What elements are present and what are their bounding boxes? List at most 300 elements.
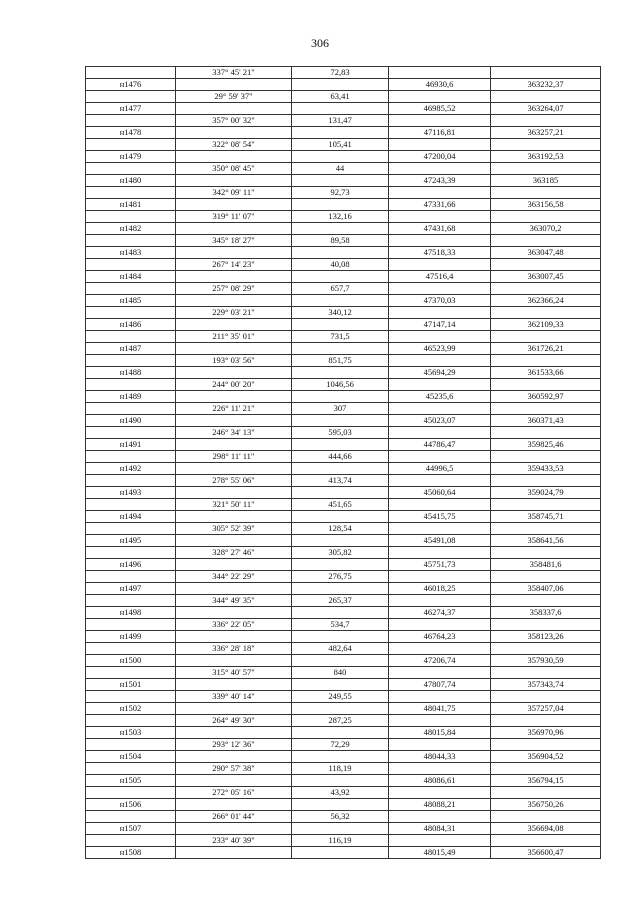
- segment-length-cell: 92,73: [292, 187, 389, 199]
- segment-length-cell: 63,41: [292, 91, 389, 103]
- direction-angle-cell: [176, 127, 292, 139]
- table-row: [86, 775, 601, 787]
- x-coordinate-cell: 45023,07: [389, 415, 491, 427]
- point-number-cell: н1502: [86, 703, 176, 715]
- direction-angle-cell: [176, 799, 292, 811]
- segment-length-cell: 265,37: [292, 595, 389, 607]
- table-row: [86, 343, 601, 355]
- table-row: [86, 535, 601, 547]
- direction-angle-cell: 193° 03' 56": [176, 355, 292, 367]
- y-coordinate-cell: 363007,45: [491, 271, 601, 283]
- table-row: [86, 91, 601, 103]
- point-number-cell: н1493: [86, 487, 176, 499]
- direction-angle-cell: 257° 08' 29": [176, 283, 292, 295]
- point-number-cell: [86, 379, 176, 391]
- table-row: [86, 367, 601, 379]
- point-number-cell: н1484: [86, 271, 176, 283]
- direction-angle-cell: [176, 79, 292, 91]
- table-row: [86, 127, 601, 139]
- segment-length-cell: [292, 247, 389, 259]
- table-row: [86, 571, 601, 583]
- segment-length-cell: 413,74: [292, 475, 389, 487]
- point-number-cell: н1507: [86, 823, 176, 835]
- point-number-cell: н1505: [86, 775, 176, 787]
- segment-length-cell: [292, 631, 389, 643]
- direction-angle-cell: [176, 775, 292, 787]
- y-coordinate-cell: 358641,56: [491, 535, 601, 547]
- table-row: [86, 739, 601, 751]
- y-coordinate-cell: [491, 187, 601, 199]
- y-coordinate-cell: [491, 667, 601, 679]
- point-number-cell: [86, 163, 176, 175]
- table-row: [86, 787, 601, 799]
- point-number-cell: н1495: [86, 535, 176, 547]
- y-coordinate-cell: [491, 427, 601, 439]
- point-number-cell: н1498: [86, 607, 176, 619]
- direction-angle-cell: [176, 727, 292, 739]
- direction-angle-cell: 264° 49' 30": [176, 715, 292, 727]
- segment-length-cell: [292, 607, 389, 619]
- point-number-cell: [86, 835, 176, 847]
- point-number-cell: [86, 115, 176, 127]
- table-row: [86, 319, 601, 331]
- y-coordinate-cell: [491, 571, 601, 583]
- segment-length-cell: [292, 295, 389, 307]
- segment-length-cell: [292, 823, 389, 835]
- segment-length-cell: [292, 367, 389, 379]
- x-coordinate-cell: 47116,81: [389, 127, 491, 139]
- y-coordinate-cell: 358745,71: [491, 511, 601, 523]
- table-row: [86, 655, 601, 667]
- y-coordinate-cell: 360371,43: [491, 415, 601, 427]
- point-number-cell: н1503: [86, 727, 176, 739]
- x-coordinate-cell: 48084,31: [389, 823, 491, 835]
- point-number-cell: н1490: [86, 415, 176, 427]
- point-number-cell: [86, 307, 176, 319]
- table-row: [86, 487, 601, 499]
- x-coordinate-cell: [389, 427, 491, 439]
- y-coordinate-cell: 356694,08: [491, 823, 601, 835]
- table-row: [86, 523, 601, 535]
- table-row: [86, 331, 601, 343]
- table-row: [86, 427, 601, 439]
- y-coordinate-cell: [491, 355, 601, 367]
- table-row: [86, 451, 601, 463]
- x-coordinate-cell: 48015,84: [389, 727, 491, 739]
- table-row: [86, 235, 601, 247]
- table-row: [86, 727, 601, 739]
- y-coordinate-cell: [491, 523, 601, 535]
- segment-length-cell: 116,19: [292, 835, 389, 847]
- segment-length-cell: 89,58: [292, 235, 389, 247]
- direction-angle-cell: [176, 679, 292, 691]
- direction-angle-cell: 357° 00' 32": [176, 115, 292, 127]
- table-row: [86, 499, 601, 511]
- segment-length-cell: [292, 727, 389, 739]
- segment-length-cell: [292, 319, 389, 331]
- point-number-cell: [86, 67, 176, 79]
- y-coordinate-cell: 362109,33: [491, 319, 601, 331]
- x-coordinate-cell: [389, 67, 491, 79]
- x-coordinate-cell: 47200,04: [389, 151, 491, 163]
- point-number-cell: н1496: [86, 559, 176, 571]
- x-coordinate-cell: 47206,74: [389, 655, 491, 667]
- segment-length-cell: 43,92: [292, 787, 389, 799]
- table-row: [86, 247, 601, 259]
- table-row: [86, 295, 601, 307]
- direction-angle-cell: [176, 655, 292, 667]
- y-coordinate-cell: [491, 595, 601, 607]
- segment-length-cell: 72,29: [292, 739, 389, 751]
- segment-length-cell: [292, 439, 389, 451]
- point-number-cell: [86, 355, 176, 367]
- x-coordinate-cell: 44996,5: [389, 463, 491, 475]
- point-number-cell: [86, 259, 176, 271]
- y-coordinate-cell: 358337,6: [491, 607, 601, 619]
- table-row: [86, 307, 601, 319]
- segment-length-cell: 287,25: [292, 715, 389, 727]
- direction-angle-cell: 321° 50' 11": [176, 499, 292, 511]
- x-coordinate-cell: 46985,52: [389, 103, 491, 115]
- segment-length-cell: [292, 79, 389, 91]
- direction-angle-cell: 233° 40' 39": [176, 835, 292, 847]
- direction-angle-cell: [176, 271, 292, 283]
- segment-length-cell: 131,47: [292, 115, 389, 127]
- table-row: [86, 679, 601, 691]
- direction-angle-cell: 290° 57' 38": [176, 763, 292, 775]
- x-coordinate-cell: [389, 403, 491, 415]
- direction-angle-cell: 319° 11' 07": [176, 211, 292, 223]
- table-row: [86, 847, 601, 859]
- segment-length-cell: 340,12: [292, 307, 389, 319]
- x-coordinate-cell: 48086,61: [389, 775, 491, 787]
- x-coordinate-cell: [389, 115, 491, 127]
- segment-length-cell: [292, 223, 389, 235]
- x-coordinate-cell: 45751,73: [389, 559, 491, 571]
- y-coordinate-cell: [491, 619, 601, 631]
- y-coordinate-cell: 357343,74: [491, 679, 601, 691]
- segment-length-cell: [292, 655, 389, 667]
- table-row: [86, 811, 601, 823]
- table-row: [86, 103, 601, 115]
- direction-angle-cell: [176, 223, 292, 235]
- segment-length-cell: [292, 511, 389, 523]
- x-coordinate-cell: [389, 547, 491, 559]
- point-number-cell: [86, 547, 176, 559]
- point-number-cell: [86, 787, 176, 799]
- table-row: [86, 691, 601, 703]
- point-number-cell: [86, 211, 176, 223]
- x-coordinate-cell: 46274,37: [389, 607, 491, 619]
- table-row: [86, 79, 601, 91]
- table-row: [86, 607, 601, 619]
- segment-length-cell: [292, 775, 389, 787]
- direction-angle-cell: [176, 511, 292, 523]
- segment-length-cell: [292, 127, 389, 139]
- point-number-cell: н1492: [86, 463, 176, 475]
- x-coordinate-cell: 48044,33: [389, 751, 491, 763]
- table-row: [86, 703, 601, 715]
- point-number-cell: [86, 427, 176, 439]
- segment-length-cell: 534,7: [292, 619, 389, 631]
- y-coordinate-cell: [491, 259, 601, 271]
- segment-length-cell: 482,64: [292, 643, 389, 655]
- direction-angle-cell: [176, 703, 292, 715]
- y-coordinate-cell: [491, 547, 601, 559]
- table-row: [86, 619, 601, 631]
- x-coordinate-cell: [389, 211, 491, 223]
- point-number-cell: [86, 91, 176, 103]
- table-row: [86, 415, 601, 427]
- y-coordinate-cell: 361533,66: [491, 367, 601, 379]
- point-number-cell: [86, 571, 176, 583]
- y-coordinate-cell: [491, 739, 601, 751]
- y-coordinate-cell: 359433,53: [491, 463, 601, 475]
- segment-length-cell: 595,03: [292, 427, 389, 439]
- point-number-cell: [86, 715, 176, 727]
- x-coordinate-cell: [389, 619, 491, 631]
- point-number-cell: [86, 595, 176, 607]
- table-row: [86, 355, 601, 367]
- point-number-cell: н1508: [86, 847, 176, 859]
- y-coordinate-cell: [491, 307, 601, 319]
- segment-length-cell: 305,82: [292, 547, 389, 559]
- x-coordinate-cell: [389, 475, 491, 487]
- x-coordinate-cell: 47331,66: [389, 199, 491, 211]
- direction-angle-cell: 339° 40' 14": [176, 691, 292, 703]
- y-coordinate-cell: [491, 403, 601, 415]
- point-number-cell: н1497: [86, 583, 176, 595]
- x-coordinate-cell: [389, 715, 491, 727]
- point-number-cell: [86, 187, 176, 199]
- direction-angle-cell: [176, 391, 292, 403]
- direction-angle-cell: 342° 09' 11": [176, 187, 292, 199]
- direction-angle-cell: 336° 28' 18": [176, 643, 292, 655]
- direction-angle-cell: [176, 487, 292, 499]
- table-row: [86, 823, 601, 835]
- point-number-cell: [86, 763, 176, 775]
- x-coordinate-cell: 46930,6: [389, 79, 491, 91]
- y-coordinate-cell: [491, 643, 601, 655]
- segment-length-cell: 44: [292, 163, 389, 175]
- y-coordinate-cell: [491, 283, 601, 295]
- x-coordinate-cell: [389, 355, 491, 367]
- direction-angle-cell: 272° 05' 16": [176, 787, 292, 799]
- segment-length-cell: [292, 799, 389, 811]
- segment-length-cell: [292, 415, 389, 427]
- y-coordinate-cell: 363232,37: [491, 79, 601, 91]
- y-coordinate-cell: [491, 211, 601, 223]
- y-coordinate-cell: 363156,58: [491, 199, 601, 211]
- y-coordinate-cell: [491, 499, 601, 511]
- x-coordinate-cell: [389, 139, 491, 151]
- direction-angle-cell: [176, 343, 292, 355]
- x-coordinate-cell: [389, 379, 491, 391]
- segment-length-cell: 840: [292, 667, 389, 679]
- segment-length-cell: [292, 751, 389, 763]
- coordinates-table: [85, 66, 601, 859]
- point-number-cell: н1489: [86, 391, 176, 403]
- segment-length-cell: 851,75: [292, 355, 389, 367]
- x-coordinate-cell: 45415,75: [389, 511, 491, 523]
- point-number-cell: н1491: [86, 439, 176, 451]
- y-coordinate-cell: 361726,21: [491, 343, 601, 355]
- direction-angle-cell: [176, 439, 292, 451]
- x-coordinate-cell: [389, 595, 491, 607]
- y-coordinate-cell: [491, 835, 601, 847]
- point-number-cell: н1483: [86, 247, 176, 259]
- table-row: [86, 511, 601, 523]
- x-coordinate-cell: [389, 835, 491, 847]
- point-number-cell: н1478: [86, 127, 176, 139]
- segment-length-cell: 56,32: [292, 811, 389, 823]
- x-coordinate-cell: 48041,75: [389, 703, 491, 715]
- x-coordinate-cell: 45694,29: [389, 367, 491, 379]
- table-row: [86, 391, 601, 403]
- point-number-cell: н1501: [86, 679, 176, 691]
- point-number-cell: н1481: [86, 199, 176, 211]
- x-coordinate-cell: [389, 91, 491, 103]
- direction-angle-cell: [176, 319, 292, 331]
- point-number-cell: н1476: [86, 79, 176, 91]
- point-number-cell: [86, 811, 176, 823]
- y-coordinate-cell: [491, 379, 601, 391]
- y-coordinate-cell: 356794,15: [491, 775, 601, 787]
- y-coordinate-cell: 356970,96: [491, 727, 601, 739]
- x-coordinate-cell: [389, 811, 491, 823]
- segment-length-cell: [292, 559, 389, 571]
- point-number-cell: [86, 667, 176, 679]
- y-coordinate-cell: [491, 811, 601, 823]
- direction-angle-cell: 298° 11' 11": [176, 451, 292, 463]
- point-number-cell: н1487: [86, 343, 176, 355]
- table-row: [86, 271, 601, 283]
- x-coordinate-cell: 47516,4: [389, 271, 491, 283]
- x-coordinate-cell: [389, 307, 491, 319]
- x-coordinate-cell: 48015,49: [389, 847, 491, 859]
- x-coordinate-cell: [389, 691, 491, 703]
- table-row: [86, 475, 601, 487]
- table-row: [86, 643, 601, 655]
- segment-length-cell: [292, 535, 389, 547]
- point-number-cell: н1486: [86, 319, 176, 331]
- x-coordinate-cell: 45491,08: [389, 535, 491, 547]
- segment-length-cell: [292, 463, 389, 475]
- point-number-cell: [86, 139, 176, 151]
- segment-length-cell: [292, 487, 389, 499]
- table-row: [86, 283, 601, 295]
- table-row: [86, 211, 601, 223]
- y-coordinate-cell: 356904,52: [491, 751, 601, 763]
- x-coordinate-cell: [389, 643, 491, 655]
- point-number-cell: н1477: [86, 103, 176, 115]
- point-number-cell: н1488: [86, 367, 176, 379]
- direction-angle-cell: [176, 199, 292, 211]
- table-row: [86, 175, 601, 187]
- direction-angle-cell: 328° 27' 46": [176, 547, 292, 559]
- x-coordinate-cell: 46764,23: [389, 631, 491, 643]
- segment-length-cell: 444,66: [292, 451, 389, 463]
- direction-angle-cell: 344° 49' 35": [176, 595, 292, 607]
- point-number-cell: [86, 475, 176, 487]
- point-number-cell: [86, 523, 176, 535]
- y-coordinate-cell: 356750,26: [491, 799, 601, 811]
- segment-length-cell: 128,54: [292, 523, 389, 535]
- segment-length-cell: [292, 175, 389, 187]
- x-coordinate-cell: 47243,39: [389, 175, 491, 187]
- x-coordinate-cell: 46523,99: [389, 343, 491, 355]
- segment-length-cell: 105,41: [292, 139, 389, 151]
- direction-angle-cell: 244° 00' 20": [176, 379, 292, 391]
- x-coordinate-cell: [389, 763, 491, 775]
- segment-length-cell: 276,75: [292, 571, 389, 583]
- table-row: [86, 403, 601, 415]
- point-number-cell: [86, 691, 176, 703]
- x-coordinate-cell: [389, 331, 491, 343]
- table-row: [86, 595, 601, 607]
- point-number-cell: [86, 619, 176, 631]
- x-coordinate-cell: [389, 187, 491, 199]
- point-number-cell: н1504: [86, 751, 176, 763]
- segment-length-cell: [292, 583, 389, 595]
- y-coordinate-cell: [491, 139, 601, 151]
- table-row: [86, 151, 601, 163]
- segment-length-cell: 118,19: [292, 763, 389, 775]
- x-coordinate-cell: 45235,6: [389, 391, 491, 403]
- table-row: [86, 199, 601, 211]
- direction-angle-cell: [176, 535, 292, 547]
- x-coordinate-cell: [389, 667, 491, 679]
- x-coordinate-cell: 47431,68: [389, 223, 491, 235]
- segment-length-cell: 72,83: [292, 67, 389, 79]
- point-number-cell: н1479: [86, 151, 176, 163]
- y-coordinate-cell: [491, 787, 601, 799]
- x-coordinate-cell: 47147,14: [389, 319, 491, 331]
- table-row: [86, 799, 601, 811]
- x-coordinate-cell: 47807,74: [389, 679, 491, 691]
- segment-length-cell: [292, 703, 389, 715]
- direction-angle-cell: 350° 08' 45": [176, 163, 292, 175]
- point-number-cell: н1480: [86, 175, 176, 187]
- y-coordinate-cell: 363192,53: [491, 151, 601, 163]
- y-coordinate-cell: [491, 235, 601, 247]
- table-row: [86, 115, 601, 127]
- direction-angle-cell: 29° 59' 37": [176, 91, 292, 103]
- point-number-cell: н1485: [86, 295, 176, 307]
- segment-length-cell: [292, 391, 389, 403]
- x-coordinate-cell: [389, 523, 491, 535]
- y-coordinate-cell: [491, 691, 601, 703]
- segment-length-cell: [292, 103, 389, 115]
- direction-angle-cell: 278° 55' 06": [176, 475, 292, 487]
- point-number-cell: [86, 331, 176, 343]
- direction-angle-cell: 322° 08' 54": [176, 139, 292, 151]
- x-coordinate-cell: [389, 163, 491, 175]
- direction-angle-cell: [176, 415, 292, 427]
- segment-length-cell: 132,16: [292, 211, 389, 223]
- direction-angle-cell: [176, 823, 292, 835]
- page-number: 306: [311, 36, 329, 50]
- y-coordinate-cell: [491, 91, 601, 103]
- direction-angle-cell: [176, 367, 292, 379]
- x-coordinate-cell: [389, 739, 491, 751]
- direction-angle-cell: [176, 607, 292, 619]
- direction-angle-cell: 267° 14' 23": [176, 259, 292, 271]
- x-coordinate-cell: [389, 571, 491, 583]
- y-coordinate-cell: 358407,06: [491, 583, 601, 595]
- direction-angle-cell: [176, 247, 292, 259]
- x-coordinate-cell: [389, 283, 491, 295]
